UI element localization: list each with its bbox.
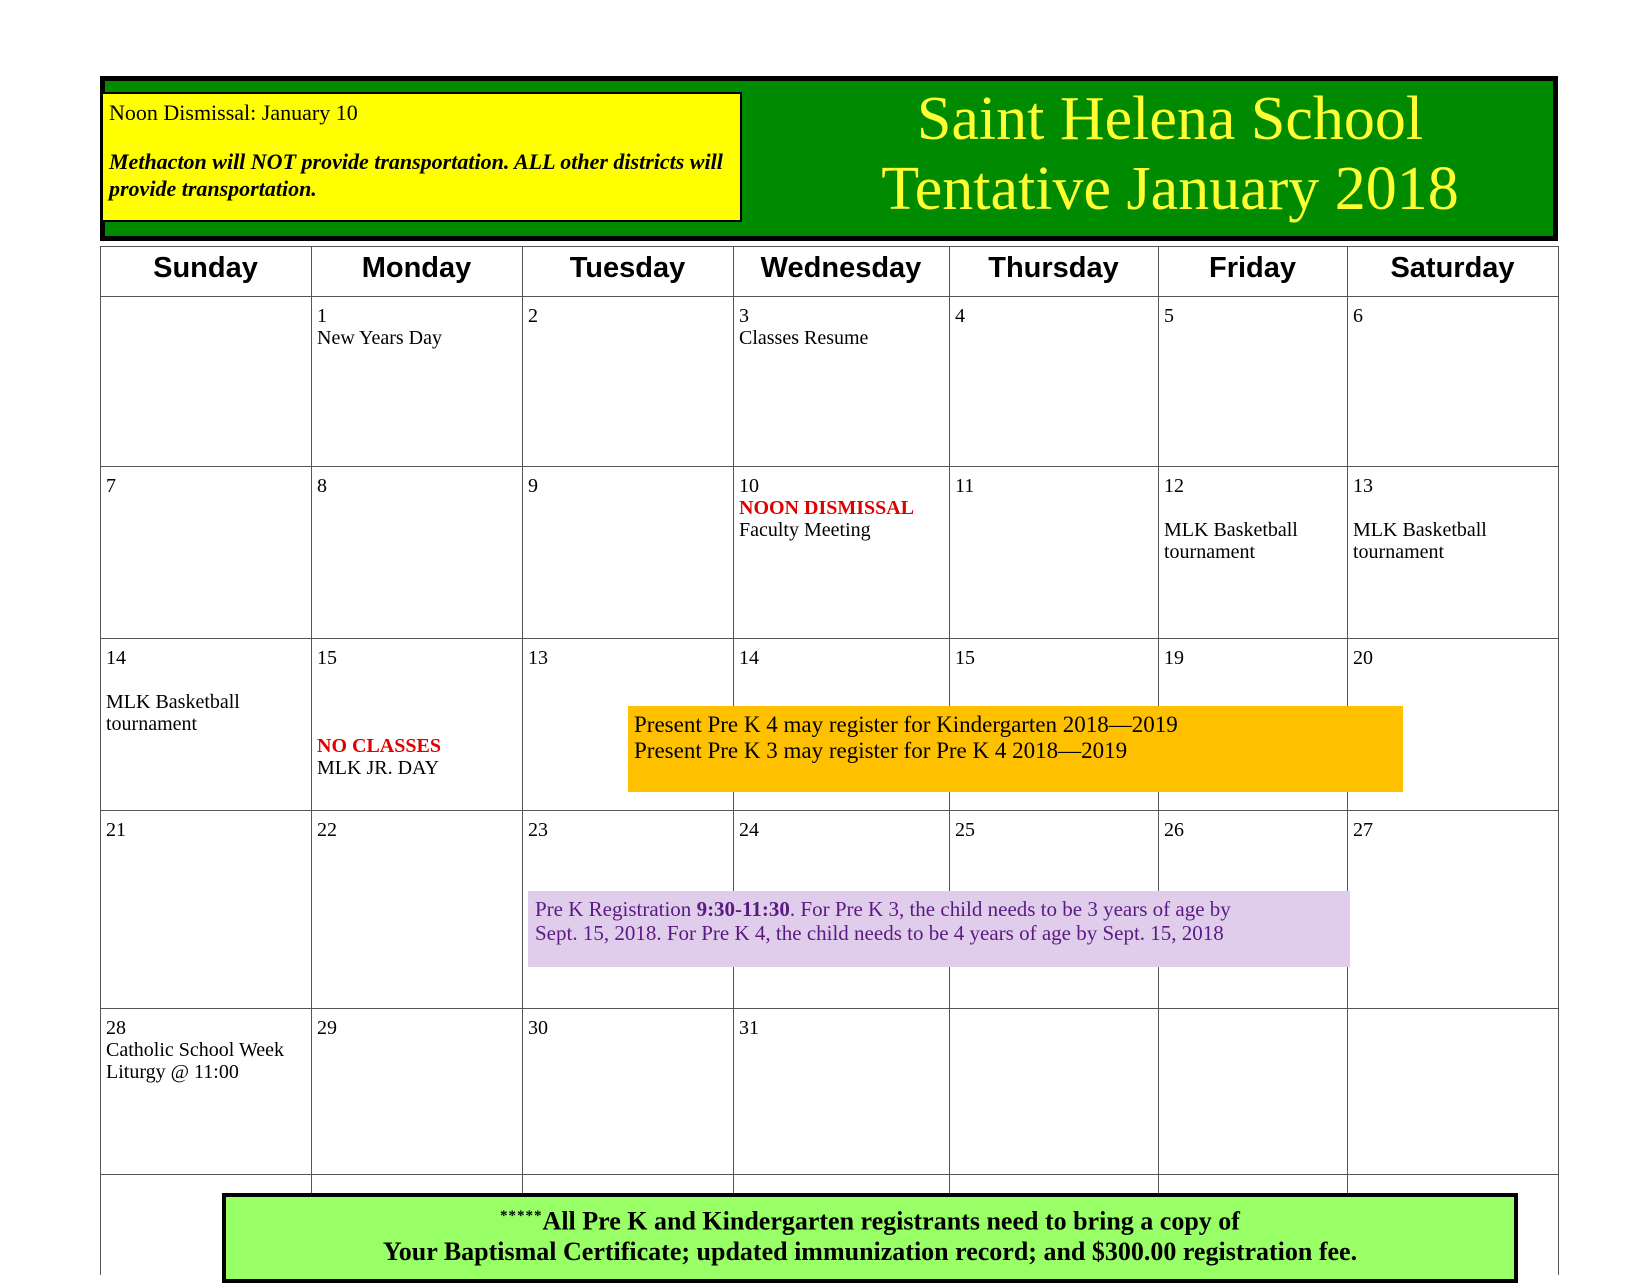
event-line — [317, 669, 518, 691]
day-cell — [1353, 305, 1554, 327]
footer-line-2: Your Baptismal Certificate; updated immunization record; and $300.00 registration fee. — [382, 1236, 1358, 1266]
grid-horizontal-line — [100, 810, 1558, 811]
day-cell — [739, 819, 945, 841]
day-number: 5 — [1164, 305, 1174, 327]
day-cell — [955, 647, 1154, 669]
event-line: Catholic School Week — [106, 1039, 284, 1061]
prek-registration-band — [528, 891, 1350, 967]
registration-line-1: Present Pre K 4 may register for Kindergarten 2018—2019 — [634, 712, 1178, 737]
day-number: 13 — [1353, 475, 1373, 497]
day-header-1: Monday — [361, 252, 472, 284]
day-cell — [106, 819, 307, 841]
day-cell — [739, 305, 945, 349]
day-number: 2 — [528, 305, 538, 327]
day-cell — [1353, 475, 1554, 563]
event-line: Liturgy @ 11:00 — [106, 1061, 239, 1083]
day-cell — [317, 819, 518, 841]
day-number: 14 — [106, 647, 126, 669]
day-header-0: Sunday — [153, 252, 258, 284]
prek-line-2: Sept. 15, 2018. For Pre K 4, the child needs to be 4 years of age by Sept. 15, 2018 — [535, 921, 1224, 945]
event-line: MLK Basketball — [1353, 519, 1487, 541]
day-cell — [1164, 819, 1343, 841]
day-cell — [1353, 647, 1554, 669]
day-number: 23 — [528, 819, 548, 841]
day-cell — [106, 305, 307, 327]
day-number: 15 — [955, 647, 975, 669]
event-line — [1164, 497, 1343, 519]
day-number: 30 — [528, 1017, 548, 1039]
day-number: 9 — [528, 475, 538, 497]
day-cell — [317, 475, 518, 497]
grid-horizontal-line — [100, 466, 1558, 467]
prek-rest: . For Pre K 3, the child needs to be 3 years of age by — [789, 897, 1231, 921]
day-number: 8 — [317, 475, 327, 497]
grid-vertical-line — [1558, 246, 1559, 1275]
day-cell — [955, 475, 1154, 497]
day-number: 31 — [739, 1017, 759, 1039]
day-number: 3 — [739, 305, 749, 327]
day-number: 6 — [1353, 305, 1363, 327]
event-line: Classes Resume — [739, 327, 869, 349]
day-cell — [955, 305, 1154, 327]
event-line: MLK Basketball — [106, 691, 240, 713]
event-line: MLK Basketball — [1164, 519, 1298, 541]
day-cell — [955, 1017, 1154, 1039]
day-number: 28 — [106, 1017, 126, 1039]
day-cell — [317, 305, 518, 349]
event-highlight: NO CLASSES — [317, 735, 441, 757]
notice-date: Noon Dismissal: January 10 — [109, 100, 358, 125]
grid-horizontal-line — [100, 1008, 1558, 1009]
calendar-month: Tentative January 2018 — [881, 155, 1459, 223]
day-number: 19 — [1164, 647, 1184, 669]
day-number: 14 — [739, 647, 759, 669]
day-number: 20 — [1353, 647, 1373, 669]
event-line — [317, 691, 518, 713]
event-line — [106, 669, 307, 691]
day-cell — [1353, 1017, 1554, 1039]
grid-vertical-line — [311, 246, 312, 1275]
day-number: 1 — [317, 305, 327, 327]
registration-line-2: Present Pre K 3 may register for Pre K 4 2018—2019 — [634, 738, 1128, 763]
dismissal-notice — [101, 92, 742, 222]
day-cell — [739, 647, 945, 669]
page-title — [790, 84, 1550, 224]
day-number: 22 — [317, 819, 337, 841]
footer-stars: ***** — [500, 1208, 543, 1224]
event-line: Faculty Meeting — [739, 519, 871, 541]
day-cell — [955, 819, 1154, 841]
day-cell — [528, 475, 729, 497]
day-number: 29 — [317, 1017, 337, 1039]
day-cell — [106, 647, 307, 735]
grid-horizontal-line — [100, 638, 1558, 639]
day-cell — [528, 1017, 729, 1039]
day-cell — [317, 1017, 518, 1039]
grid-horizontal-line — [100, 1174, 1558, 1175]
event-line — [1353, 497, 1554, 519]
event-line: tournament — [1353, 541, 1445, 563]
school-name: Saint Helena School — [916, 85, 1424, 153]
requirements-footer — [222, 1193, 1518, 1283]
event-line — [317, 713, 518, 735]
day-number: 24 — [739, 819, 759, 841]
day-number: 26 — [1164, 819, 1184, 841]
day-number: 21 — [106, 819, 126, 841]
event-line: tournament — [1164, 541, 1256, 563]
day-number: 7 — [106, 475, 116, 497]
grid-vertical-line — [100, 246, 101, 1275]
prek-time: 9:30-11:30 — [696, 897, 790, 921]
day-header-6: Saturday — [1390, 252, 1515, 284]
day-cell — [317, 647, 518, 779]
day-number: 12 — [1164, 475, 1184, 497]
event-line: New Years Day — [317, 327, 442, 349]
day-number: 4 — [955, 305, 965, 327]
event-line: MLK JR. DAY — [317, 757, 440, 779]
grid-vertical-line — [522, 246, 523, 1275]
day-number: 13 — [528, 647, 548, 669]
day-cell — [528, 819, 729, 841]
day-header-2: Tuesday — [569, 252, 686, 284]
event-highlight: NOON DISMISSAL — [739, 497, 915, 519]
day-number: 25 — [955, 819, 975, 841]
day-cell — [1164, 305, 1343, 327]
day-number: 15 — [317, 647, 337, 669]
day-number: 27 — [1353, 819, 1373, 841]
day-number: 10 — [739, 475, 759, 497]
event-line: tournament — [106, 713, 198, 735]
day-header-4: Thursday — [988, 252, 1119, 284]
registration-band — [628, 706, 1403, 792]
day-cell — [1164, 475, 1343, 563]
footer-line-1: All Pre K and Kindergarten registrants need to bring a copy of — [542, 1206, 1240, 1236]
day-cell — [1164, 647, 1343, 669]
prek-prefix: Pre K Registration — [535, 897, 697, 921]
notice-transportation: Methacton will NOT provide transportation. ALL other districts will provide transportation. — [109, 149, 723, 201]
day-number — [1164, 1017, 1343, 1039]
day-number: 11 — [955, 475, 975, 497]
day-cell — [528, 305, 729, 327]
day-cell — [739, 1017, 945, 1039]
day-header-5: Friday — [1208, 252, 1297, 284]
day-cell — [106, 1017, 307, 1083]
grid-horizontal-line — [100, 296, 1558, 297]
day-cell — [739, 475, 945, 541]
day-number — [106, 305, 307, 327]
day-number — [955, 1017, 1154, 1039]
day-number — [1353, 1017, 1554, 1039]
day-header-3: Wednesday — [760, 252, 922, 284]
day-cell — [528, 647, 729, 669]
day-cell — [106, 475, 307, 497]
day-cell — [1353, 819, 1554, 841]
day-cell — [1164, 1017, 1343, 1039]
